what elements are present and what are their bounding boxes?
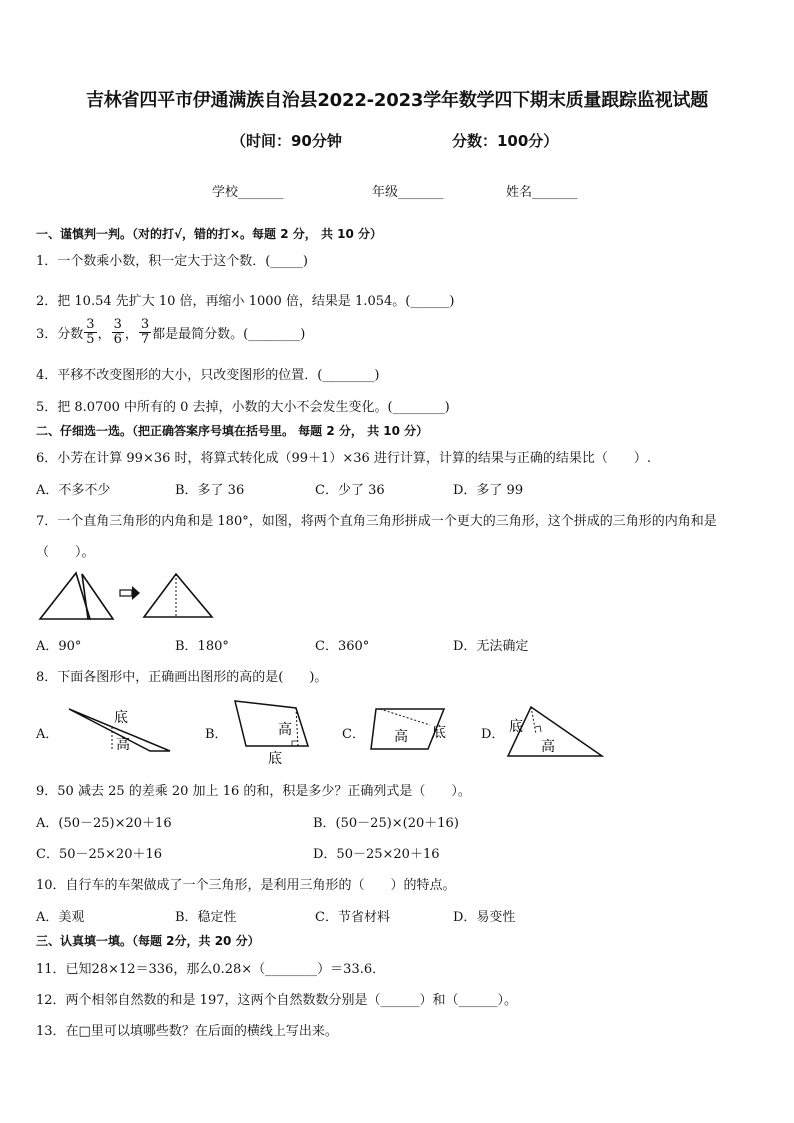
- section-heading: 二、仔细选一选。（把正确答案序号填在括号里。 每题 2 分， 共 10 分）: [36, 424, 429, 438]
- separator: ，: [97, 327, 111, 342]
- school-field[interactable]: 学校_______: [212, 185, 284, 200]
- option-b: B．稳定性: [175, 910, 237, 925]
- grade-field[interactable]: 年级_______: [372, 185, 444, 200]
- question-7-line1: 7．一个直角三角形的内角和是 180°，如图，将两个直角三角形拼成一个更大的三角形，这个拼成的三角形的内角和是: [36, 514, 717, 529]
- option-b: B．(50－25)×(20＋16): [313, 816, 459, 831]
- separator: ，: [124, 327, 138, 342]
- question-7-line2: （ ）。: [36, 545, 95, 560]
- question-6: 6．小芳在计算 99×36 时，将算式转化成（99＋1）×36 进行计算，计算的结果与正确的结果比（ ）.: [36, 451, 652, 466]
- question-3-suffix: 都是最简分数。(________): [152, 327, 306, 342]
- section-heading: 一、谨慎判一判。（对的打√，错的打×。每题 2 分， 共 10 分）: [36, 227, 382, 241]
- option-c: C．360°: [315, 639, 370, 654]
- option-d: D．无法确定: [453, 639, 529, 654]
- option-d: D．易变性: [453, 910, 516, 925]
- exam-score: 分数：100分）: [452, 132, 559, 150]
- figure-a: [66, 703, 174, 755]
- numerator: 3: [140, 317, 150, 332]
- option-a: A．: [36, 727, 59, 742]
- section-heading: 三、认真填一填。（每题 2分，共 20 分）: [36, 934, 260, 948]
- denominator: 7: [140, 332, 150, 347]
- option-c: C．50－25×20＋16: [36, 847, 163, 862]
- question-4: 4．平移不改变图形的大小，只改变图形的位置．(________): [36, 368, 380, 383]
- base-label: 底: [432, 725, 446, 741]
- option-c: C．少了 36: [315, 483, 385, 498]
- question-13: 13．在□里可以填哪些数？在后面的横线上写出来。: [36, 1024, 338, 1039]
- numerator: 3: [86, 317, 95, 332]
- base-label: 底: [268, 751, 282, 767]
- fraction: [84, 318, 96, 347]
- height-label: 高: [394, 729, 408, 745]
- option-d: D．: [481, 727, 505, 742]
- numerator: 3: [113, 317, 122, 332]
- option-c: C．节省材料: [315, 910, 390, 925]
- exam-time: （时间：90分钟: [231, 132, 342, 150]
- base-label: 底: [114, 710, 128, 726]
- option-a: A．(50－25)×20＋16: [36, 816, 172, 831]
- denominator: 5: [86, 332, 95, 347]
- height-label: 高: [541, 739, 555, 755]
- option-b: B．多了 36: [175, 483, 245, 498]
- height-label: 高: [278, 722, 292, 738]
- figure-d: [505, 703, 609, 759]
- question-3-prefix: 3．分数: [36, 327, 84, 342]
- triangle-combine-figure: [36, 568, 226, 624]
- question-9: 9．50 减去 25 的差乘 20 加上 16 的和，积是多少？正确列式是（ ）。: [36, 784, 471, 799]
- fraction: [139, 318, 151, 347]
- question-10: 10．自行车的车架做成了一个三角形，是利用三角形的（ ）的特点。: [36, 878, 456, 893]
- option-b: B．: [205, 727, 228, 742]
- question-11: 11．已知28×12＝336，那么0.28×（________）＝33.6．: [36, 962, 386, 977]
- height-label: 高: [116, 737, 130, 753]
- question-3: [36, 318, 305, 347]
- option-d: D．50－25×20＋16: [313, 847, 440, 862]
- name-field[interactable]: 姓名_______: [506, 185, 578, 200]
- question-8: 8．下面各图形中，正确画出图形的高的是( )。: [36, 670, 328, 685]
- option-a: A．美观: [36, 910, 85, 925]
- option-c: C．: [342, 727, 365, 742]
- figure-b: [230, 697, 314, 767]
- question-2: 2．把 10.54 先扩大 10 倍，再缩小 1000 倍，结果是 1.054。(______): [36, 294, 455, 309]
- question-1: 1．一个数乘小数，积一定大于这个数．(_____): [36, 254, 308, 269]
- question-12: 12．两个相邻自然数的和是 197，这两个自然数数分别是（______）和（______）。: [36, 993, 517, 1008]
- denominator: 6: [113, 332, 122, 347]
- option-a: A．不多不少: [36, 483, 111, 498]
- option-d: D．多了 99: [453, 483, 524, 498]
- arrow-right-icon: [120, 586, 140, 600]
- figure-c: [368, 705, 452, 753]
- question-5: 5．把 8.0700 中所有的 0 去掉，小数的大小不会发生变化。(________): [36, 400, 450, 415]
- option-a: A．90°: [36, 639, 82, 654]
- fraction: [112, 318, 124, 347]
- base-label: 底: [509, 719, 523, 735]
- page-title: 吉林省四平市伊通满族自治县2022-2023学年数学四下期末质量跟踪监视试题: [85, 90, 709, 111]
- option-b: B．180°: [175, 639, 229, 654]
